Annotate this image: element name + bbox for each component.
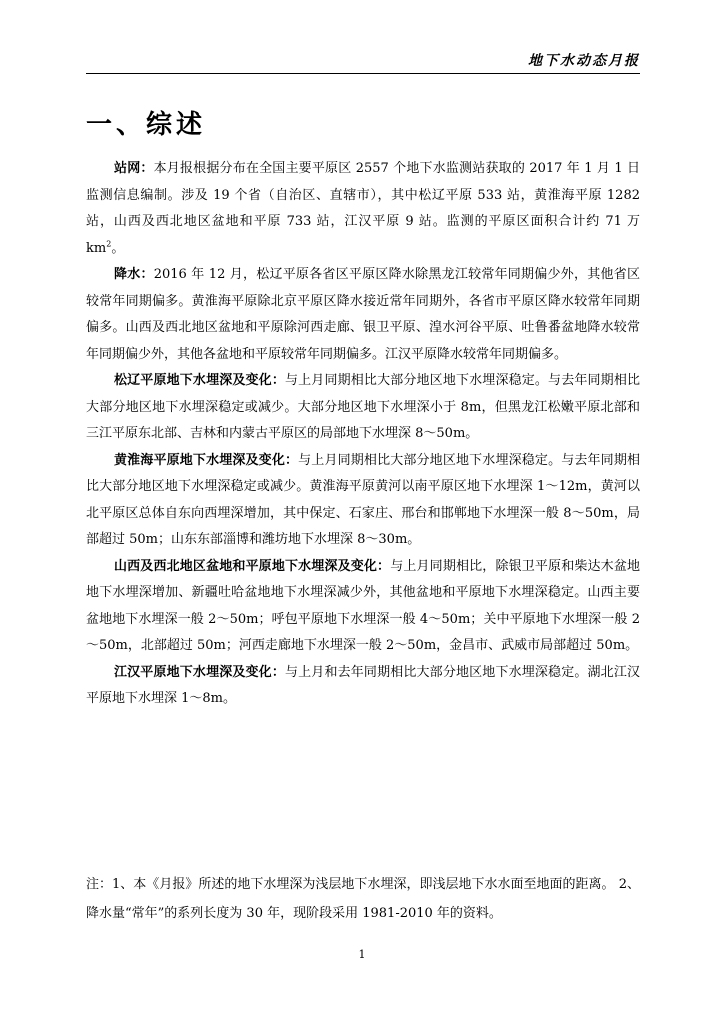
header-title: 地下水动态月报 bbox=[528, 53, 640, 69]
paragraph-huanghuaihai bbox=[86, 448, 640, 554]
paragraph-lead: 山西及西北地区盆地和平原地下水埋深及变化： bbox=[114, 558, 391, 574]
paragraph-tail: 。 bbox=[111, 240, 125, 256]
paragraph-text: 与上月同期相比大部分地区地下水埋深稳定。与去年同期相比大部分地区地下水埋深稳定或减少。黄淮海平原黄河以南平原区地下水埋深 1～12m，黄河以北平原区总体自东向西埋深增加，其中保定、石家庄、邢台和邯郸地下水埋深一般 8～50m，局部超过 50m；山东东部淄博和潍坊地下水埋深 8～30m。 bbox=[86, 452, 640, 547]
paragraph-jianghan bbox=[86, 660, 640, 713]
paragraph-lead: 站网： bbox=[114, 161, 154, 176]
paragraph-precipitation bbox=[86, 262, 640, 368]
paragraph-songliao bbox=[86, 368, 640, 448]
paragraph-lead: 黄淮海平原地下水埋深及变化： bbox=[114, 452, 299, 468]
page-number: 1 bbox=[358, 948, 366, 961]
footnote: 注：1、本《月报》所述的地下水埋深为浅层地下水埋深，即浅层地下水水面至地面的距离。 2、降水量“常年”的系列长度为 30 年，现阶段采用 1981-2010 年的资料。 bbox=[86, 877, 640, 921]
body-text bbox=[86, 156, 640, 713]
header-rule bbox=[86, 73, 640, 74]
paragraph-lead: 降水： bbox=[114, 267, 154, 282]
section-heading: 一、综述 bbox=[86, 110, 207, 140]
paragraph-station-network bbox=[86, 156, 640, 262]
paragraph-text: 与上月和去年同期相比大部分地区地下水埋深稳定。湖北江汉平原地下水埋深 1～8m。 bbox=[86, 664, 640, 706]
paragraph-text: 本月报根据分布在全国主要平原区 2557 个地下水监测站获取的 2017 年 1 月 1 日监测信息编制。涉及 19 个省（自治区、直辖市），其中松辽平原 533 站，黄淮海平原 1282 站，山西及西北地区盆地和平原 733 站，江汉平原 9 站。监测的平原区面积合计约 71 万 km bbox=[86, 161, 640, 256]
paragraph-shanxi-northwest bbox=[86, 554, 640, 660]
paragraph-text: 2016 年 12 月，松辽平原各省区平原区降水除黑龙江较常年同期偏少外，其他省区较常年同期偏多。黄淮海平原除北京平原区降水接近常年同期外，各省市平原区降水较常年同期偏多。山西及西北地区盆地和平原除河西走廊、银卫平原、湟水河谷平原、吐鲁番盆地降水较常年同期偏少外，其他各盆地和平原较常年同期偏多。江汉平原降水较常年同期偏多。 bbox=[86, 267, 640, 362]
paragraph-text: 与上月同期相比，除银卫平原和柴达木盆地地下水埋深增加、新疆吐哈盆地地下水埋深减少外，其他盆地和平原地下水埋深稳定。山西主要盆地地下水埋深一般 2～50m；呼包平原地下水埋深一般 4～50m；关中平原地下水埋深一般 2～50m，北部超过 50m；河西走廊地下水埋深一般 2～50m，金昌市、武威市局部超过 50m。 bbox=[86, 558, 640, 653]
paragraph-text: 与上月同期相比大部分地区地下水埋深稳定。与去年同期相比大部分地区地下水埋深稳定或减少。大部分地区地下水埋深小于 8m，但黑龙江松嫩平原北部和三江平原东北部、吉林和内蒙古平原区的局部地下水埋深 8～50m。 bbox=[86, 373, 640, 441]
superscript: 2 bbox=[106, 239, 112, 249]
paragraph-lead: 江汉平原地下水埋深及变化： bbox=[114, 664, 285, 680]
paragraph-lead: 松辽平原地下水埋深及变化： bbox=[114, 373, 285, 388]
